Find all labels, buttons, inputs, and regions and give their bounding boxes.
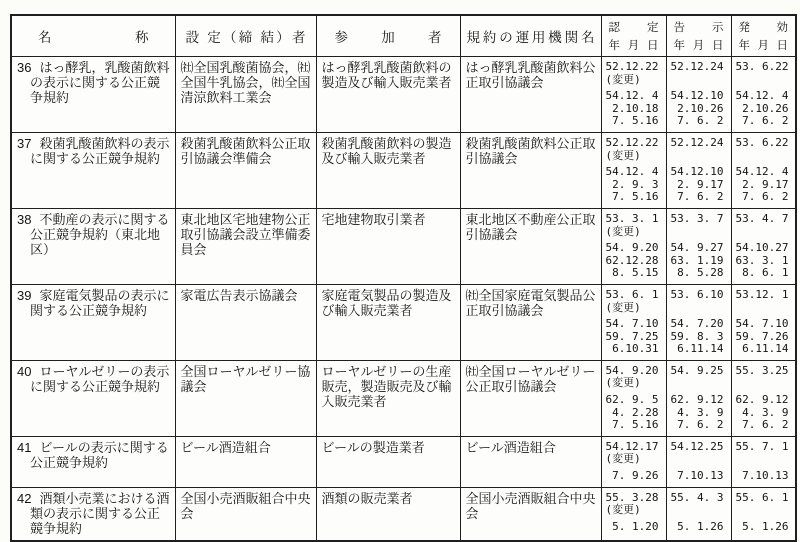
notice-date-cell xyxy=(666,436,731,487)
operator-cell: 東北地区不動産公正取引協議会 xyxy=(460,208,601,284)
date-line xyxy=(671,302,729,315)
col-header-notice-bottom: 年 月 日 xyxy=(673,40,724,52)
col-header-approval-date xyxy=(601,15,666,57)
date-line: 5. 1.26 xyxy=(735,519,789,533)
col-header-notice-top: 告 示 xyxy=(673,22,724,34)
date-line xyxy=(671,150,729,163)
code-name: ローヤルゼリーの表示に関する公正競争規約 xyxy=(30,363,170,394)
col-header-approval-bottom: 年 月 日 xyxy=(608,40,659,52)
date-line: 62.12.28 xyxy=(605,253,659,267)
date-line: 53. 3. 7 xyxy=(670,211,724,225)
date-line: 54.12. 4 xyxy=(605,89,659,103)
date-line: (変更) xyxy=(605,503,641,517)
effective-date-cell xyxy=(731,436,796,487)
col-header-notice-date xyxy=(666,15,731,57)
date-line: 53. 4. 7 xyxy=(735,211,789,225)
date-line: 54. 7.20 xyxy=(670,317,724,331)
date-line: 54.12.10 xyxy=(670,89,724,103)
approval-date-cell xyxy=(601,360,666,436)
participants-cell: ローヤルゼリーの生産販売，製造販売及び輸入販売業者 xyxy=(316,360,460,436)
participants-cell: 家庭電気製品の製造及び輸入販売業者 xyxy=(316,284,460,360)
row-number: 42 xyxy=(17,490,32,506)
date-line: 54. 7.10 xyxy=(605,317,659,331)
participants-cell: ビールの製造業者 xyxy=(316,436,460,487)
date-line: 62. 9.12 xyxy=(735,393,789,407)
effective-date-cell xyxy=(731,284,796,360)
date-line xyxy=(671,226,729,239)
establisher-cell: 殺菌乳酸菌飲料公正取引協議会準備会 xyxy=(175,132,316,208)
date-line: 52.12.24 xyxy=(670,135,724,149)
code-name-cell xyxy=(11,208,175,284)
date-line: 8. 5.15 xyxy=(605,266,659,280)
operator-cell: ㈳全国ローヤルゼリー公正取引協議会 xyxy=(460,360,601,436)
fair-competition-codes-table xyxy=(10,14,797,542)
date-line: 5. 1.20 xyxy=(605,519,659,533)
participants-cell: 殺菌乳酸菌飲料の製造及び輸入販売業者 xyxy=(316,132,460,208)
table-row xyxy=(11,208,796,284)
date-line: 7.10.13 xyxy=(735,469,789,483)
date-line: 54. 7.10 xyxy=(735,317,789,331)
operator-cell: ビール酒造組合 xyxy=(460,436,601,487)
date-line: 2. 9.17 xyxy=(735,177,789,191)
date-line xyxy=(671,74,729,87)
code-name-cell xyxy=(11,284,175,360)
date-line: 7.10.13 xyxy=(670,469,724,483)
notice-date-cell xyxy=(666,132,731,208)
col-header-establisher xyxy=(175,15,316,57)
date-line: 2.10.26 xyxy=(735,101,789,115)
date-line: (変更) xyxy=(605,224,641,238)
table-row xyxy=(11,284,796,360)
date-line xyxy=(671,504,729,517)
operator-cell: はっ酵乳乳酸菌飲料公正取引協議会 xyxy=(460,57,601,133)
date-line: 7. 6. 2 xyxy=(735,190,789,204)
date-line xyxy=(736,74,794,87)
date-line: 54. 9.27 xyxy=(670,241,724,255)
row-number: 41 xyxy=(17,439,32,455)
approval-date-cell xyxy=(601,284,666,360)
date-line: 52.12.22 xyxy=(605,60,659,73)
date-line: 54.10.27 xyxy=(735,241,789,255)
date-line: 7. 6. 2 xyxy=(670,114,724,128)
date-line: 54.12.10 xyxy=(670,165,724,179)
effective-date-cell xyxy=(731,360,796,436)
table-row xyxy=(11,436,796,487)
date-line: 2. 9. 3 xyxy=(605,177,659,191)
col-header-effective-date xyxy=(731,15,796,57)
date-line: 53. 6. 1 xyxy=(605,287,659,301)
code-name: 不動産の表示に関する公正競争規約（東北地区） xyxy=(30,211,170,257)
code-name: 家庭電気製品の表示に関する公正競争規約 xyxy=(30,287,170,318)
date-line: 55. 3.28 xyxy=(605,490,659,504)
effective-date-cell xyxy=(731,132,796,208)
date-line: 7. 9.26 xyxy=(605,469,659,483)
date-line: 53. 6.10 xyxy=(670,287,724,301)
operator-cell: ㈳全国家庭電気製品公正取引協議会 xyxy=(460,284,601,360)
date-line: 2.10.26 xyxy=(670,101,724,115)
establisher-cell: ㈳全国乳酸菌協会，㈳全国牛乳協会，㈳全国清涼飲料工業会 xyxy=(175,57,316,133)
notice-date-cell xyxy=(666,284,731,360)
date-line: 7. 5.16 xyxy=(605,190,659,204)
date-line: 4. 3. 9 xyxy=(670,405,724,419)
operator-cell: 全国小売酒販組合中央会 xyxy=(460,487,601,541)
code-name: はっ酵乳，乳酸菌飲料の表示に関する公正競争規約 xyxy=(30,60,170,105)
date-line: 4. 2.28 xyxy=(605,405,659,419)
establisher-cell: 家電広告表示協議会 xyxy=(175,284,316,360)
date-line: (変更) xyxy=(605,452,641,466)
date-line xyxy=(671,453,729,466)
date-line: 7. 5.16 xyxy=(605,114,659,128)
effective-date-cell xyxy=(731,487,796,541)
table-row xyxy=(11,57,796,133)
date-line: 59. 7.25 xyxy=(605,329,659,343)
date-line: 7. 6. 2 xyxy=(670,418,724,432)
code-name-cell xyxy=(11,487,175,541)
date-line xyxy=(736,150,794,163)
participants-cell: はっ酵乳乳酸菌飲料の製造及び輸入販売業者 xyxy=(316,57,460,133)
col-header-approval-top: 認 定 xyxy=(608,22,659,34)
date-line: 2.10.18 xyxy=(605,101,659,115)
date-line: (変更) xyxy=(605,376,641,390)
header-row xyxy=(11,15,796,57)
date-line xyxy=(736,226,794,239)
code-name-cell xyxy=(11,57,175,133)
date-line: 59. 8. 3 xyxy=(670,329,724,343)
date-line: 4. 3. 9 xyxy=(735,405,789,419)
date-line: 53. 6.22 xyxy=(735,135,789,149)
notice-date-cell xyxy=(666,57,731,133)
table-body xyxy=(11,57,796,541)
code-name: 殺菌乳酸菌飲料の表示に関する公正競争規約 xyxy=(30,135,170,166)
row-number: 40 xyxy=(17,363,32,379)
col-header-effective-top: 発 効 xyxy=(738,22,788,34)
approval-date-cell xyxy=(601,487,666,541)
col-header-name xyxy=(11,15,175,57)
date-line: 6.10.31 xyxy=(605,342,659,356)
date-line: 5. 1.26 xyxy=(670,519,724,533)
date-line: 2. 9.17 xyxy=(670,177,724,191)
date-line: 6.11.14 xyxy=(735,342,789,356)
code-name: 酒類小売業における酒類の表示に関する公正競争規約 xyxy=(30,490,170,536)
row-number: 39 xyxy=(17,287,32,303)
approval-date-cell xyxy=(601,132,666,208)
date-line: 7. 6. 2 xyxy=(735,418,789,432)
date-line: 53.12. 1 xyxy=(735,287,789,301)
date-line: 63. 1.19 xyxy=(670,253,724,267)
table-row xyxy=(11,487,796,541)
date-line: 62. 9. 5 xyxy=(605,393,659,407)
date-line: (変更) xyxy=(605,300,641,314)
date-line: 6.11.14 xyxy=(670,342,724,356)
row-number: 37 xyxy=(17,135,32,151)
table-row xyxy=(11,360,796,436)
notice-date-cell xyxy=(666,360,731,436)
effective-date-cell xyxy=(731,57,796,133)
code-name-cell xyxy=(11,360,175,436)
date-line: 55. 3.25 xyxy=(735,363,789,377)
notice-date-cell xyxy=(666,487,731,541)
col-header-operator xyxy=(460,15,601,57)
date-line: (変更) xyxy=(605,72,641,86)
date-line: 7. 5.16 xyxy=(605,418,659,432)
table-header xyxy=(11,15,796,57)
date-line: 55. 4. 3 xyxy=(670,490,724,504)
row-number: 38 xyxy=(17,211,32,227)
date-line: (変更) xyxy=(605,148,641,162)
approval-date-cell xyxy=(601,57,666,133)
col-header-effective-bottom: 年 月 日 xyxy=(738,40,788,52)
date-line xyxy=(671,377,729,390)
date-line xyxy=(736,504,794,517)
approval-date-cell xyxy=(601,208,666,284)
effective-date-cell xyxy=(731,208,796,284)
date-line: 54. 9.20 xyxy=(605,241,659,255)
establisher-cell: 全国ローヤルゼリー協議会 xyxy=(175,360,316,436)
date-line: 8. 6. 1 xyxy=(735,266,789,280)
approval-date-cell xyxy=(601,436,666,487)
operator-cell: 殺菌乳酸菌飲料公正取引協議会 xyxy=(460,132,601,208)
date-line: 53. 6.22 xyxy=(735,60,789,73)
date-line: 8. 5.28 xyxy=(670,266,724,280)
col-header-name-label: 名 称 xyxy=(38,30,149,45)
date-line: 55. 7. 1 xyxy=(735,439,789,453)
date-line: 54.12.17 xyxy=(605,439,659,453)
date-line: 59. 7.26 xyxy=(735,329,789,343)
date-line: 54.12. 4 xyxy=(735,165,789,179)
date-line: 54.12. 4 xyxy=(605,165,659,179)
col-header-participants xyxy=(316,15,460,57)
date-line: 7. 6. 2 xyxy=(670,190,724,204)
date-line: 54.12.25 xyxy=(670,439,724,453)
code-name-cell xyxy=(11,132,175,208)
participants-cell: 宅地建物取引業者 xyxy=(316,208,460,284)
date-line: 54.12. 4 xyxy=(735,89,789,103)
col-header-participants-label: 参 加 者 xyxy=(334,30,442,45)
code-name-cell xyxy=(11,436,175,487)
date-line: 55. 6. 1 xyxy=(735,490,789,504)
row-number: 36 xyxy=(17,60,32,75)
establisher-cell: ビール酒造組合 xyxy=(175,436,316,487)
date-line: 52.12.22 xyxy=(605,135,659,149)
code-name: ビールの表示に関する公正競争規約 xyxy=(30,439,169,470)
date-line xyxy=(736,302,794,315)
establisher-cell: 東北地区宅地建物公正取引協議会設立準備委員会 xyxy=(175,208,316,284)
notice-date-cell xyxy=(666,208,731,284)
col-header-operator-label: 規約の運用機関名 xyxy=(466,30,595,45)
participants-cell: 酒類の販売業者 xyxy=(316,487,460,541)
table-row xyxy=(11,132,796,208)
date-line: 52.12.24 xyxy=(670,60,724,73)
date-line: 54. 9.25 xyxy=(670,363,724,377)
establisher-cell: 全国小売酒販組合中央会 xyxy=(175,487,316,541)
date-line: 53. 3. 1 xyxy=(605,211,659,225)
date-line: 7. 6. 2 xyxy=(735,114,789,128)
date-line: 54. 9.20 xyxy=(605,363,659,377)
col-header-establisher-label: 設 定（締 結）者 xyxy=(185,30,306,45)
date-line xyxy=(736,453,794,466)
date-line xyxy=(736,377,794,390)
date-line: 62. 9.12 xyxy=(670,393,724,407)
date-line: 63. 3. 1 xyxy=(735,253,789,267)
